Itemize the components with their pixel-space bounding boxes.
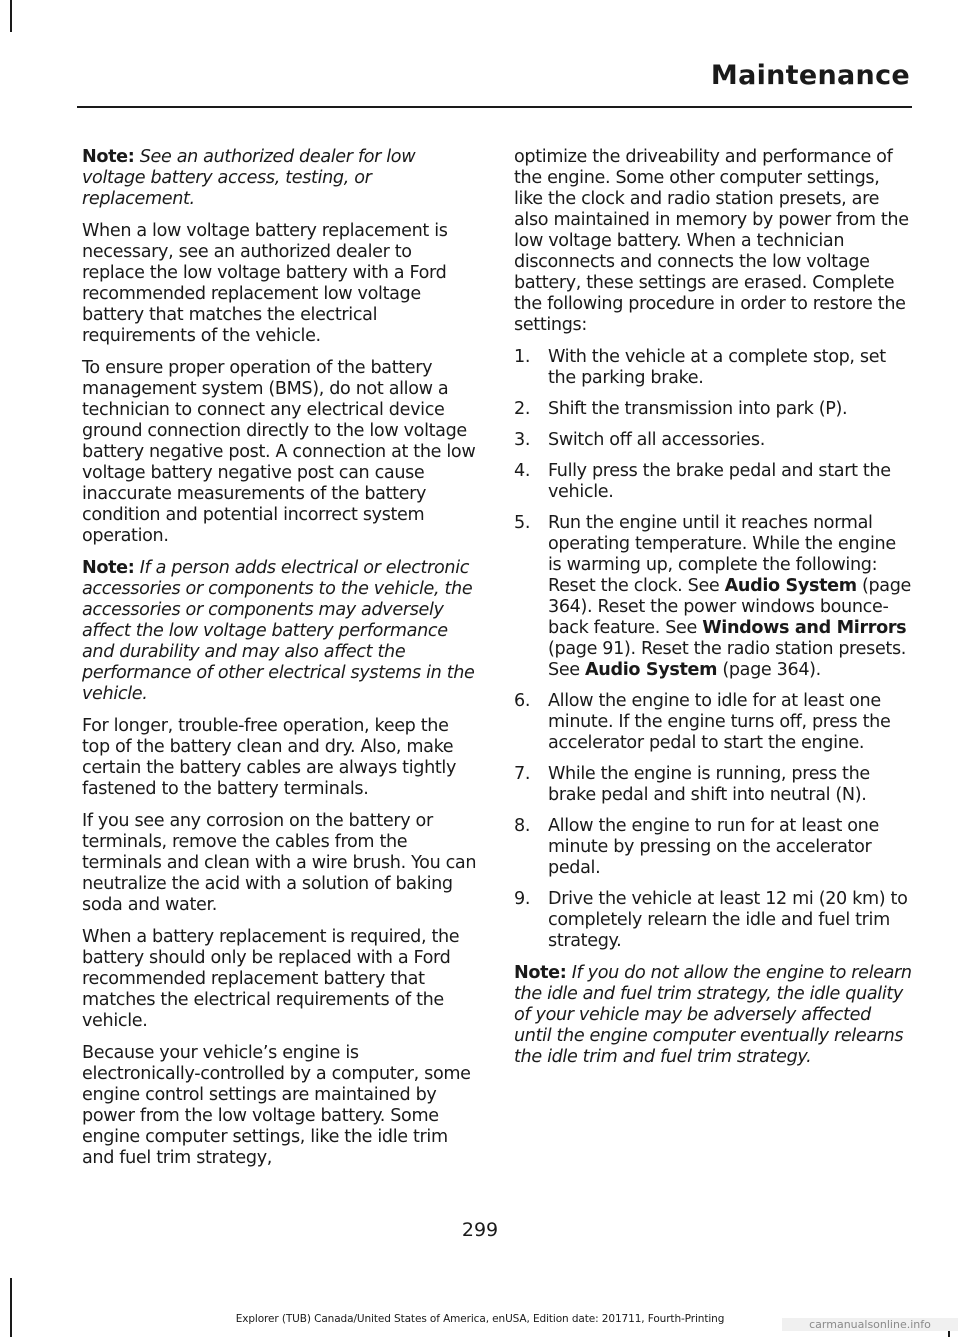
step-text: (page 91). Reset the radio station presets. See (548, 639, 907, 680)
note-label: Note: (82, 147, 135, 167)
procedure-step (514, 399, 912, 420)
step-text: Shift the transmission into park (P). (548, 399, 848, 419)
page-number: 299 (461, 1219, 499, 1241)
step-text: Drive the vehicle at least 12 mi (20 km) to completely relearn the idle and fuel trim strategy. (548, 889, 908, 951)
note-label: Note: (514, 963, 567, 983)
step-text: Run the engine until it reaches normal operating temperature. While the engine is warming up, complete the following: Reset the clock. See (548, 513, 896, 596)
note-text: If you do not allow the engine to relearn the idle and fuel trim strategy, the idle quality of your vehicle may be adversely affected until the engine computer eventually relearns the idle trim and fuel trim strategy. (514, 963, 912, 1067)
edition-footer: Explorer (TUB) Canada/United States of America, enUSA, Edition date: 201711, Fourth-Printing (235, 1313, 725, 1325)
procedure-step (514, 816, 912, 879)
step-number: 5. (514, 513, 531, 533)
procedure-step (514, 764, 912, 806)
note-paragraph (82, 147, 477, 210)
step-number: 7. (514, 764, 531, 784)
body-paragraph: optimize the driveability and performance of the engine. Some other computer settings, like the clock and radio station presets, are also maintained in memory by power from the low voltage battery. When a technician disconnects and connects the low voltage battery, these settings are erased. Complete the following procedure in order to restore the settings: (514, 147, 909, 335)
header-divider (77, 106, 912, 108)
step-number: 1. (514, 347, 531, 367)
step-text: Switch off all accessories. (548, 430, 765, 450)
step-text: (page 364). (717, 660, 821, 680)
body-paragraph: For longer, trouble-free operation, keep the top of the battery clean and dry. Also, make certain the battery cables are always tightly fastened to the battery terminals. (82, 716, 457, 799)
step-number: 4. (514, 461, 531, 481)
step-number: 8. (514, 816, 531, 836)
procedure-step (514, 889, 912, 952)
body-paragraph: When a low voltage battery replacement is necessary, see an authorized dealer to replace the low voltage battery with a Ford recommended replacement low voltage battery that matches the electrical requirements of the vehicle. (82, 221, 448, 346)
step-text: Allow the engine to idle for at least one minute. If the engine turns off, press the accelerator pedal to start the engine. (548, 691, 891, 753)
step-number: 9. (514, 889, 531, 909)
crop-mark-bottom-left (10, 1278, 12, 1337)
right-column (514, 147, 912, 1079)
body-paragraph: If you see any corrosion on the battery or terminals, remove the cables from the terminals and clean with a wire brush. You can neutralize the acid with a solution of baking soda and water. (82, 811, 477, 915)
note-text: If a person adds electrical or electronic accessories or components to the vehicle, the accessories or components may adversely affect the low voltage battery performance and durability and may also affect the performance of other electrical systems in the vehicle. (82, 558, 475, 704)
step-text: With the vehicle at a complete stop, set the parking brake. (548, 347, 886, 388)
note-text: See an authorized dealer for low voltage battery access, testing, or replacement. (82, 147, 416, 209)
procedure-step (514, 461, 912, 503)
cross-reference-link[interactable]: Audio System (585, 660, 718, 680)
cross-reference-link[interactable]: Audio System (724, 576, 857, 596)
step-text: Fully press the brake pedal and start the vehicle. (548, 461, 891, 502)
procedure-steps (514, 347, 912, 952)
procedure-step (514, 691, 912, 754)
step-number: 6. (514, 691, 531, 711)
left-column (82, 147, 477, 1180)
procedure-step (514, 347, 912, 389)
page-title: Maintenance (710, 60, 910, 91)
step-number: 2. (514, 399, 531, 419)
crop-mark-top-left (10, 0, 12, 32)
cross-reference-link[interactable]: Windows and Mirrors (702, 618, 907, 638)
step-text: Allow the engine to run for at least one minute by pressing on the accelerator pedal. (548, 816, 879, 878)
body-paragraph: To ensure proper operation of the battery management system (BMS), do not allow a technician to connect any electrical device ground connection directly to the low voltage battery negative post. A connection at the low voltage battery negative post can cause inaccurate measurements of the battery condition and potential incorrect system operation. (82, 358, 476, 546)
procedure-step (514, 430, 912, 451)
step-number: 3. (514, 430, 531, 450)
watermark: carmanualsonline.info (782, 1318, 958, 1331)
note-paragraph (82, 558, 477, 705)
step-text: While the engine is running, press the brake pedal and shift into neutral (N). (548, 764, 870, 805)
step-text: (page 364). Reset the power windows bounce-back feature. See (548, 576, 912, 638)
body-paragraph: Because your vehicle’s engine is electronically-controlled by a computer, some engine control settings are maintained by power from the low voltage battery. Some engine computer settings, like the idle trim and fuel trim strategy, (82, 1043, 471, 1168)
procedure-step (514, 513, 912, 681)
body-paragraph: When a battery replacement is required, the battery should only be replaced with a Ford recommended replacement battery that matches the electrical requirements of the vehicle. (82, 927, 460, 1031)
note-label: Note: (82, 558, 135, 578)
note-paragraph (514, 963, 912, 1068)
